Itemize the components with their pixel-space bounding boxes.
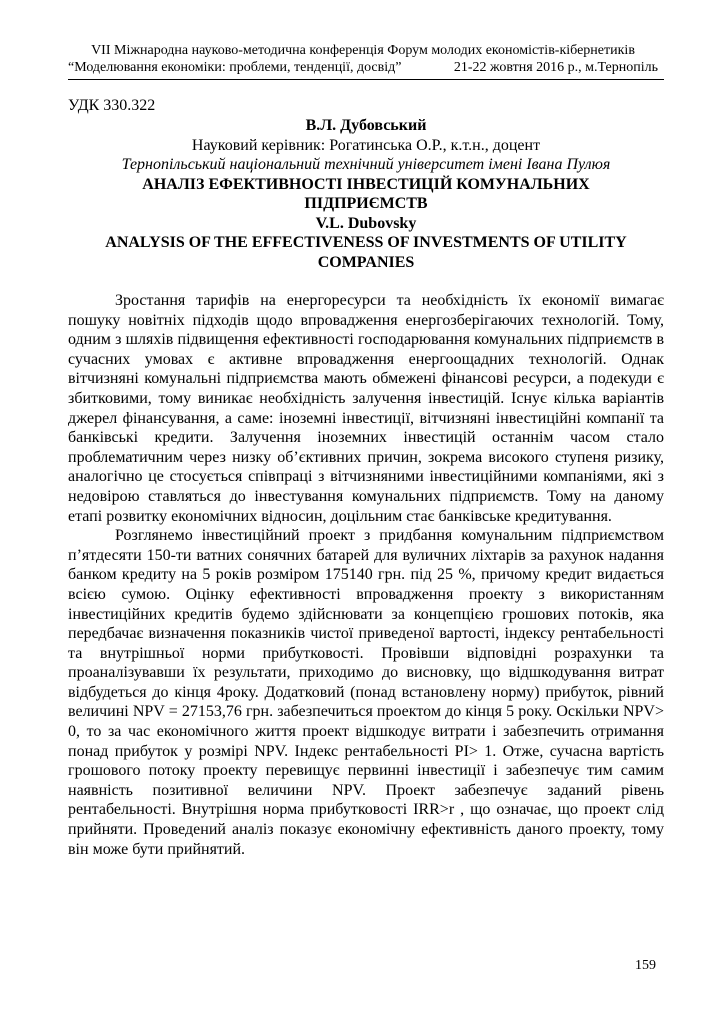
paper-title-ua: АНАЛІЗ ЕФЕКТИВНОСТІ ІНВЕСТИЦІЙ КОМУНАЛЬНИХ ПІДПРИЄМСТВ [142,175,590,212]
paragraph: Розглянемо інвестиційний проект з придбання комунальним підприємством п’ятдесяти 150-ти ватних сонячних батарей для вуличних ліхтарів за рахунок надання банком кредиту на 5 років розміром 175140 грн. під 25 %, причому кредит видається всією сумою. Оцінку ефективності впровадження проекту з використанням інвестиційних кредитів будемо здійснювати за концепцією грошових потоків, яка передбачає визначення показників чистої приведеної вартості, індексу рентабельності та внутрішньої норми прибутковості. Провівши відповідні розрахунки та проаналізувавши їх результати, приходимо до висновку, що відшкодування витрат відбудеться до кінця 4року. Додатковий (понад встановлену норму) прибуток, рівний величині NPV = 27153,76 грн. забезпечиться проектом до кінця 5 року. Оскільки NPV> 0, то за час економічного життя проект відшкодує витрати і забезпечить отримання понад прибуток у розмірі NPV. Індекс рентабельності PI> 1. Отже, сучасна вартість грошового потоку проекту перевищує первинні інвестиції і забезпечує тим самим наявність позитивної величини NPV. Проект забезпечує заданий рівень рентабельності. Внутрішня норма прибутковості IRR>r , що означає, що проект слід прийняти. Проведений аналіз показує економічну ефективність даного проекту, тому він може бути прийнятий. [68,527,664,858]
body-text [68,291,664,859]
affiliation-line: Тернопільський національний технічний університет імені Івана Пулюя [121,156,611,173]
supervisor-line: Науковий керівник: Рогатинська О.Р., к.т.н., доцент [191,136,541,154]
title-block [68,116,664,272]
paper-title-en: ANALYSIS OF THE EFFECTIVENESS OF INVESTMENTS OF UTILITY COMPANIES [105,234,627,271]
author-name: В.Л. Дубовський [305,117,427,134]
header-conference-line: VII Міжнародна науково-методична конференція Форум молодих економістів-кібернетиків [91,43,635,58]
header-rule [68,79,664,80]
header-conference-theme: “Моделювання економіки: проблеми, тенденції, досвід” [68,60,402,75]
page-number: 159 [635,958,656,973]
paragraph: Зростання тарифів на енергоресурси та необхідність їх економії вимагає пошуку новітніх підходів щодо впровадження енергозберігаючих технологій. Тому, одним з шляхів підвищення ефективності господарювання комунальних підприємств в сучасних умовах є активне впровадження енергоощадних технологій. Однак вітчизняні комунальні підприємства мають обмежені фінансові ресурси, а подекуди є збитковими, тому виникає необхідність залучення інвестицій. Існує кілька варіантів джерел фінансування, а саме: іноземні інвестиції, вітчизняні інвестиційні компанії та банківські кредити. Залучення іноземних інвестицій останнім часом стало проблематичним через низку об’єктивних причин, зокрема високого ступеня ризику, аналогічно це стосується співпраці з вітчизняними інвестиційними компаніями, які з недовірою ставляться до інвестування комунальних підприємств. Тому на даному етапі розвитку економічних відносин, доцільним стає банківське кредитування. [68,292,664,525]
header-date-place: 21-22 жовтня 2016 р., м.Тернопіль [453,60,658,75]
author-name-en: V.L. Dubovsky [315,214,417,232]
udk-code: УДК 330.322 [68,97,156,114]
running-header [68,42,658,76]
header-second-line [68,59,658,76]
